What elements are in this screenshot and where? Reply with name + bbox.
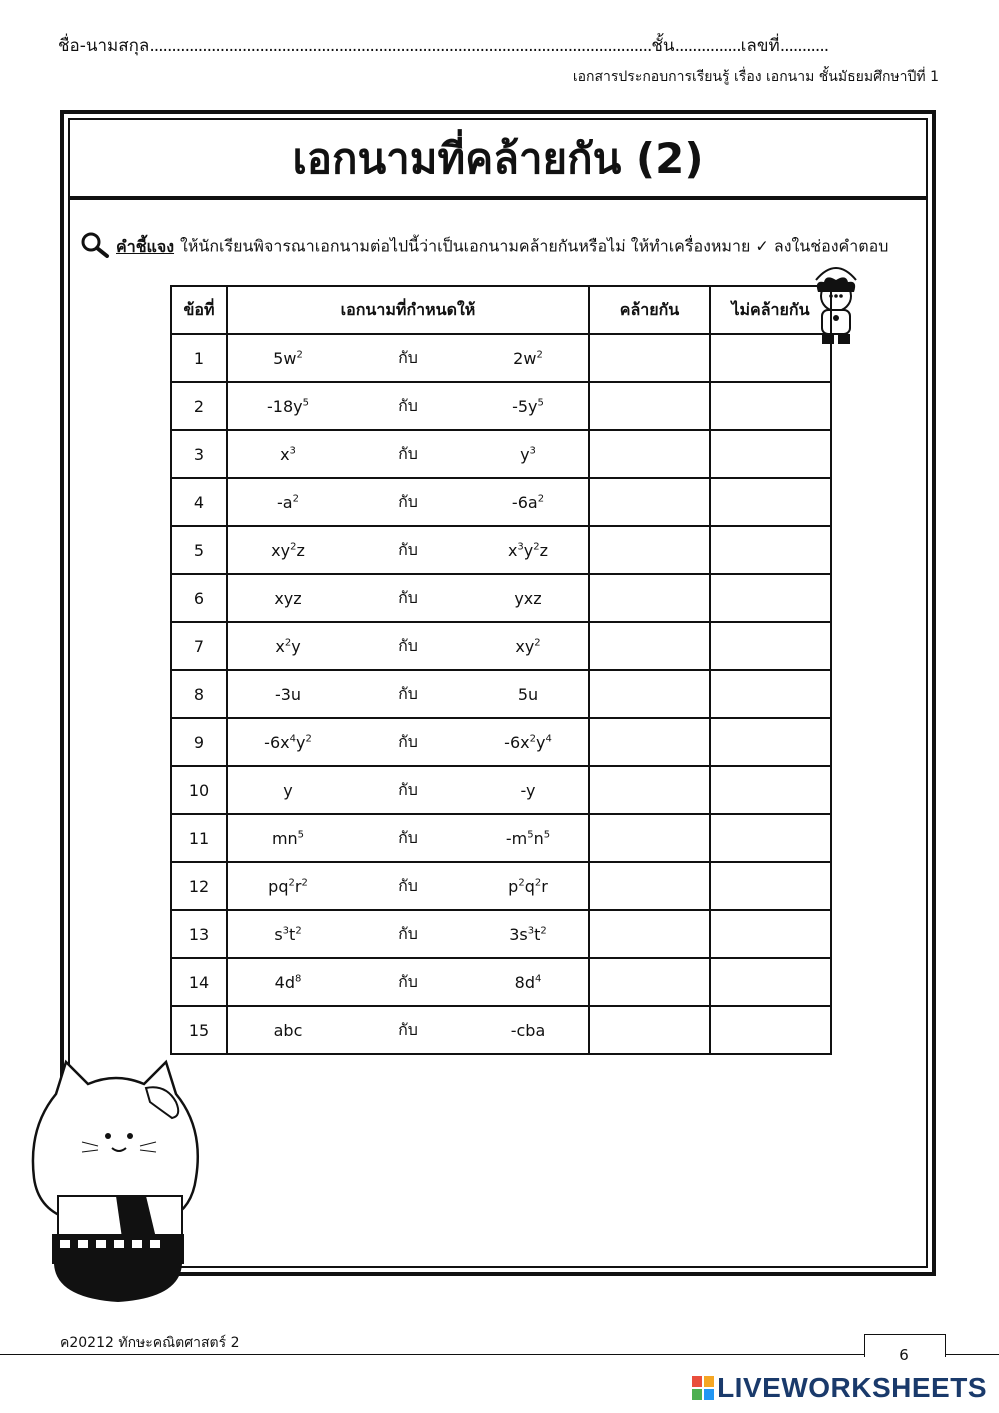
class-label: ชั้น [651, 36, 675, 56]
answer-not-similar[interactable] [710, 670, 831, 718]
number-label: เลขที่ [740, 36, 780, 56]
answer-similar[interactable] [589, 814, 710, 862]
answer-not-similar[interactable] [710, 766, 831, 814]
document-subtitle: เอกสารประกอบการเรียนรู้ เรื่อง เอกนาม ชั้นมัธยมศึกษาปีที่ 1 [572, 69, 939, 85]
answer-similar[interactable] [589, 862, 710, 910]
table-row: 14 $4d^8$ กับ $8d^4$ [171, 958, 831, 1006]
answer-similar[interactable] [589, 334, 710, 382]
answer-not-similar[interactable] [710, 526, 831, 574]
answer-similar[interactable] [589, 526, 710, 574]
answer-similar[interactable] [589, 958, 710, 1006]
answer-not-similar[interactable] [710, 622, 831, 670]
answer-not-similar[interactable] [710, 430, 831, 478]
answer-similar[interactable] [589, 430, 710, 478]
table-row: 12 $pq^2r^2$ กับ $p^2q^2r$ [171, 862, 831, 910]
col-header-similar: คล้ายกัน [589, 286, 710, 334]
answer-similar[interactable] [589, 766, 710, 814]
instruction [80, 232, 888, 262]
table-row: 11 $mn^5$ กับ $-m^5n^5$ [171, 814, 831, 862]
col-header-no: ข้อที่ [171, 286, 227, 334]
table-row: 4 $-a^2$ กับ $-6a^2$ [171, 478, 831, 526]
magnifier-icon [80, 232, 110, 262]
answer-similar[interactable] [589, 478, 710, 526]
answer-similar[interactable] [589, 718, 710, 766]
answer-not-similar[interactable] [710, 334, 831, 382]
table-row: 15 abc กับ -cba [171, 1006, 831, 1054]
table-row: 8 -3u กับ 5u [171, 670, 831, 718]
answer-similar[interactable] [589, 910, 710, 958]
answer-similar[interactable] [589, 622, 710, 670]
answer-similar[interactable] [589, 670, 710, 718]
table-row: 6 xyz กับ yxz [171, 574, 831, 622]
answer-not-similar[interactable] [710, 1006, 831, 1054]
table-row: 13 $s^3t^2$ กับ $3s^3t^2$ [171, 910, 831, 958]
answer-not-similar[interactable] [710, 574, 831, 622]
answer-not-similar[interactable] [710, 910, 831, 958]
table-row: 9 $-6x^4y^2$ กับ $-6x^2y^4$ [171, 718, 831, 766]
class-field[interactable]: ............... [674, 36, 741, 56]
course-code: ค20212 ทักษะคณิตศาสตร์ 2 [60, 1335, 240, 1351]
answer-similar[interactable] [589, 382, 710, 430]
instruction-label: คำชี้แจง [116, 236, 175, 256]
table-row: 5 $xy^2z$ กับ $x^3y^2z$ [171, 526, 831, 574]
table-row: 2 $-18y^5$ กับ $-5y^5$ [171, 382, 831, 430]
footer-divider [0, 1354, 999, 1355]
brand-name: LIVEWORKSHEETS [717, 1372, 987, 1403]
table-header [171, 286, 831, 334]
answer-not-similar[interactable] [710, 478, 831, 526]
answer-not-similar[interactable] [710, 382, 831, 430]
name-label: ชื่อ-นามสกุล [58, 36, 150, 56]
student-info-line [58, 32, 828, 59]
liveworksheets-brand[interactable] [692, 1372, 987, 1404]
table-row: 1 $5w^2$ กับ $2w^2$ [171, 334, 831, 382]
page-title: เอกนามที่คล้ายกัน (2) [292, 134, 704, 183]
title-divider [68, 196, 928, 200]
monomial-table [170, 285, 832, 1055]
col-header-monomials: เอกนามที่กำหนดให้ [227, 286, 589, 334]
col-header-not-similar: ไม่คล้ายกัน [710, 286, 831, 334]
answer-similar[interactable] [589, 574, 710, 622]
name-field[interactable]: .................................................................................................................. [149, 36, 652, 56]
answer-not-similar[interactable] [710, 958, 831, 1006]
table-row: 7 $x^2y$ กับ $xy^2$ [171, 622, 831, 670]
table-row: 10 y กับ -y [171, 766, 831, 814]
cat-mascot-icon [26, 1058, 206, 1304]
answer-not-similar[interactable] [710, 718, 831, 766]
answer-not-similar[interactable] [710, 862, 831, 910]
answer-not-similar[interactable] [710, 814, 831, 862]
answer-similar[interactable] [589, 1006, 710, 1054]
page-number: 6 [899, 1346, 909, 1364]
instruction-text: ให้นักเรียนพิจารณาเอกนามต่อไปนี้ว่าเป็นเอกนามคล้ายกันหรือไม่ ให้ทำเครื่องหมาย ✓ ลงในช่องคำตอบ [180, 236, 889, 256]
liveworksheets-logo-icon [692, 1375, 714, 1399]
table-row: 3 $x^3$ กับ $y^3$ [171, 430, 831, 478]
number-field[interactable]: ........... [779, 36, 829, 56]
